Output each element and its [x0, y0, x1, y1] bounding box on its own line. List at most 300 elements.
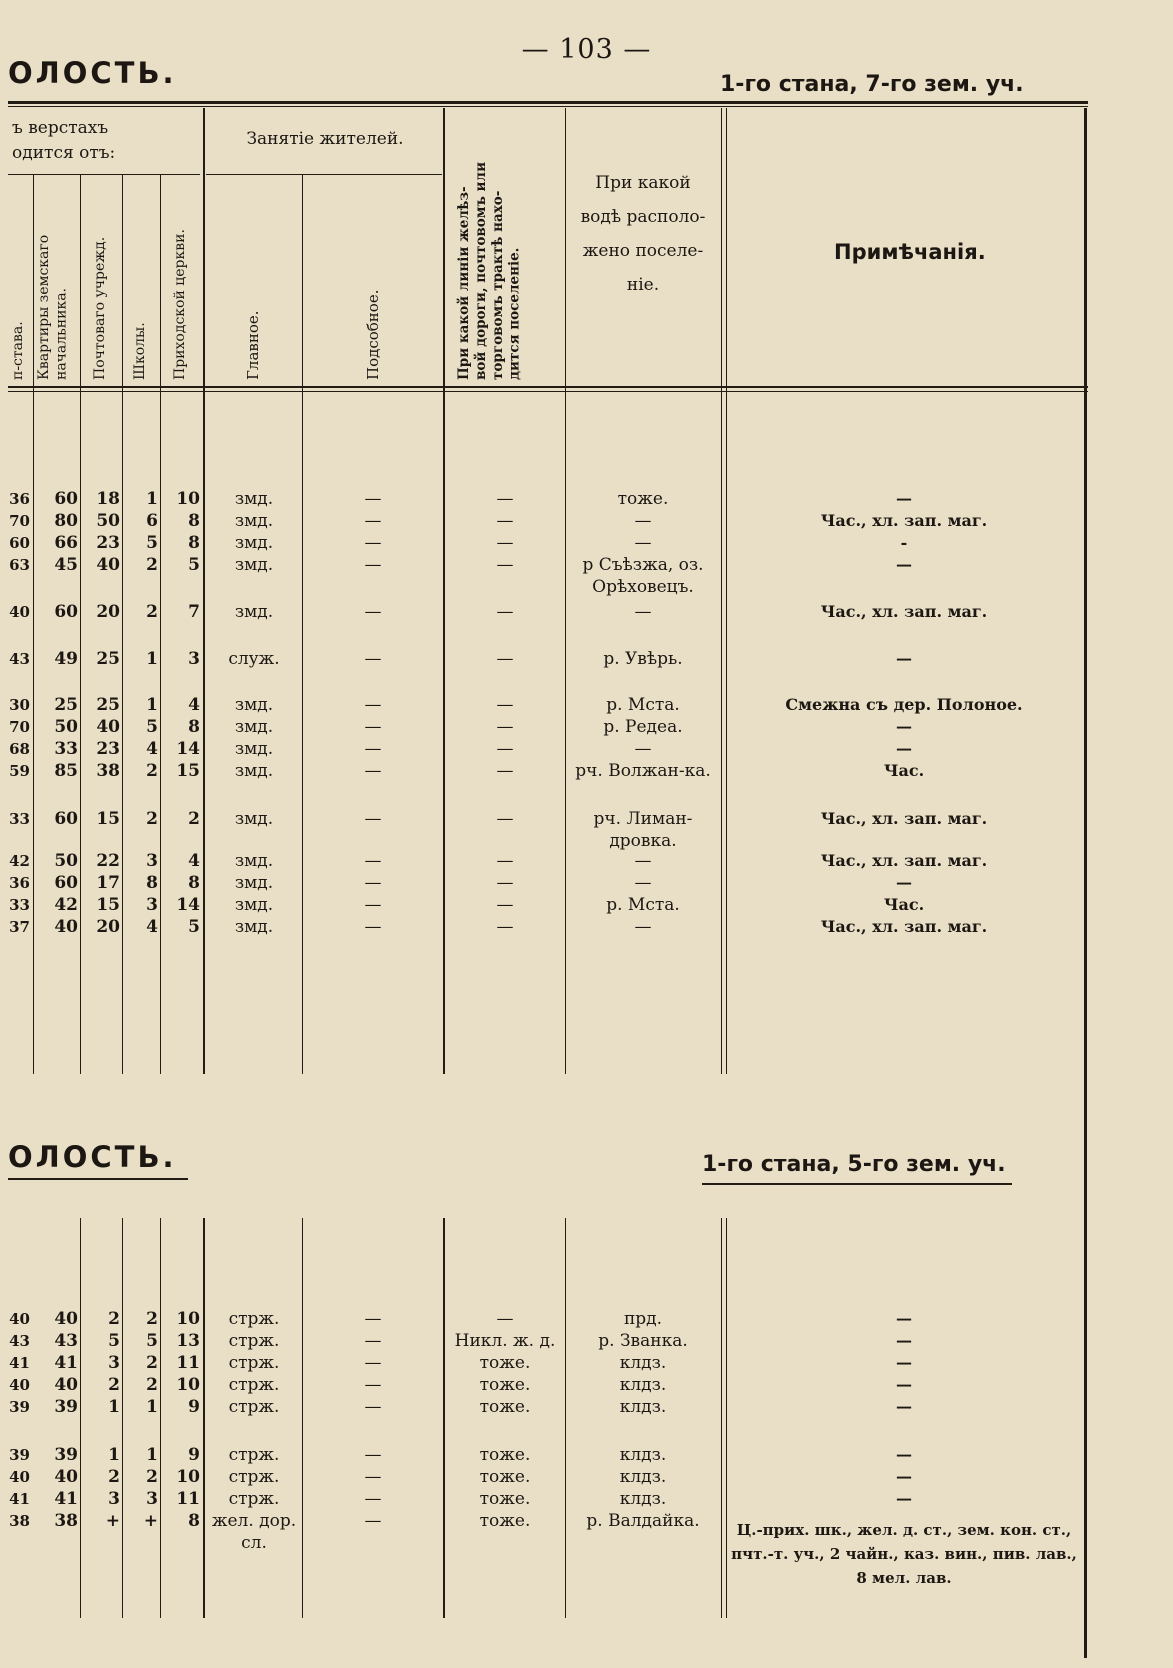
col-line — [122, 174, 123, 1074]
cell-c1: 60 — [54, 809, 78, 829]
cell-note: Час., хл. зап. маг. — [820, 851, 988, 870]
cell-note: Час. — [883, 761, 925, 780]
cell-c0: 40 — [9, 1310, 30, 1328]
cell-c2: 3 — [108, 1353, 120, 1373]
cell-note: Час., хл. зап. маг. — [820, 602, 988, 621]
cell-c4: 11 — [176, 1489, 200, 1509]
cell-main: змд. — [234, 873, 274, 893]
cell-c1: 42 — [54, 895, 78, 915]
cell-aux: — — [364, 873, 382, 893]
table-row — [0, 1374, 1173, 1396]
cell-main: змд. — [234, 717, 274, 737]
cell-water: р. Валдайка. — [586, 1511, 700, 1531]
header-aux: Подсобное. — [364, 289, 382, 380]
cell-c0: 40 — [9, 603, 30, 621]
cell-note: — — [896, 873, 912, 892]
cell-note: Час., хл. зап. маг. — [820, 511, 988, 530]
cell-c3: 1 — [146, 1397, 158, 1417]
cell-note: Час., хл. зап. маг. — [820, 809, 988, 828]
cell-c4: 7 — [188, 602, 200, 622]
cell-water: клдз. — [619, 1489, 667, 1509]
table-row — [0, 894, 1173, 916]
cell-c4: 4 — [188, 851, 200, 871]
cell-c1: 50 — [54, 717, 78, 737]
cell-c4: 10 — [176, 489, 200, 509]
cell-c4: 8 — [188, 511, 200, 531]
table-row — [0, 1488, 1173, 1510]
cell-c3: 4 — [146, 917, 158, 937]
cell-rail: — — [496, 602, 514, 622]
col-line — [721, 1218, 722, 1618]
section1-title: ОЛОСТЬ. — [8, 56, 177, 90]
cell-c0: 40 — [9, 1376, 30, 1394]
header-post: Почтоваго учрежд. — [92, 236, 108, 380]
cell-main: змд. — [234, 511, 274, 531]
cell-note: — — [896, 555, 912, 574]
cell-c3: 1 — [146, 695, 158, 715]
cell-c1: 45 — [54, 555, 78, 575]
cell-water: — — [634, 602, 652, 622]
cell-aux: — — [364, 649, 382, 669]
cell-c2: 1 — [108, 1397, 120, 1417]
cell-c1: 60 — [54, 873, 78, 893]
cell-note: — — [896, 1353, 912, 1372]
col-line — [33, 174, 34, 1074]
cell-aux: — — [364, 1331, 382, 1351]
cell-water: клдз. — [619, 1467, 667, 1487]
cell-c0: 36 — [9, 874, 30, 892]
header-notes: Примѣчанія. — [834, 240, 986, 264]
cell-c3: 8 — [146, 873, 158, 893]
cell-c4: 9 — [188, 1397, 200, 1417]
table-row — [0, 872, 1173, 894]
header-church: Приходской церкви. — [172, 229, 188, 380]
table-row — [0, 1352, 1173, 1374]
cell-note: — — [896, 1467, 912, 1486]
cell-aux: — — [364, 1353, 382, 1373]
col-line — [80, 174, 81, 1074]
cell-main: змд. — [234, 895, 274, 915]
cell-note: Час., хл. зап. маг. — [820, 917, 988, 936]
cell-c3: 1 — [146, 649, 158, 669]
cell-main: стрж. — [228, 1467, 280, 1487]
cell-water: рч. Лиман-дровка. — [593, 809, 693, 851]
table-row — [0, 1396, 1173, 1418]
header-school: Школы. — [132, 322, 148, 380]
cell-c0: 37 — [9, 918, 30, 936]
cell-c0: 59 — [9, 762, 30, 780]
cell-note: — — [896, 739, 912, 758]
cell-c1: 80 — [54, 511, 78, 531]
cell-rail: — — [496, 873, 514, 893]
cell-water: р. Мста. — [606, 895, 680, 915]
cell-c2: 2 — [108, 1309, 120, 1329]
cell-c1: 49 — [54, 649, 78, 669]
table-row — [0, 510, 1173, 532]
cell-c0: 43 — [9, 1332, 30, 1350]
cell-c2: 18 — [96, 489, 120, 509]
cell-c3: 2 — [146, 555, 158, 575]
cell-c2: 2 — [108, 1375, 120, 1395]
header-rail: При какой линіи желѣз- вой дороги, почтовомъ или торговомъ трактѣ нахо- дится поселеніе. — [456, 161, 523, 380]
table-row — [0, 760, 1173, 782]
cell-c2: 25 — [96, 649, 120, 669]
cell-main: змд. — [234, 695, 274, 715]
col-line — [443, 1218, 445, 1618]
cell-c3: 6 — [146, 511, 158, 531]
cell-rail: — — [496, 533, 514, 553]
cell-c0: 40 — [9, 1468, 30, 1486]
cell-note: — — [896, 717, 912, 736]
cell-water: — — [634, 873, 652, 893]
cell-main: служ. — [228, 649, 280, 669]
section2-title: ОЛОСТЬ. — [8, 1140, 177, 1174]
cell-aux: — — [364, 717, 382, 737]
cell-main: змд. — [234, 809, 274, 829]
cell-c3: 2 — [146, 602, 158, 622]
table-row — [0, 850, 1173, 872]
cell-c1: 66 — [54, 533, 78, 553]
cell-aux: — — [364, 1309, 382, 1329]
cell-c3: 2 — [146, 761, 158, 781]
cell-c2: 20 — [96, 917, 120, 937]
col-line — [203, 1218, 205, 1618]
cell-c3: 5 — [146, 717, 158, 737]
cell-c0: 63 — [9, 556, 30, 574]
cell-aux: — — [364, 511, 382, 531]
cell-c0: 39 — [9, 1446, 30, 1464]
cell-c2: 40 — [96, 555, 120, 575]
header-main: Главное. — [244, 310, 262, 380]
cell-c3: 5 — [146, 1331, 158, 1351]
section1-stan: 1-го стана, 7-го зем. уч. — [720, 72, 1024, 97]
cell-aux: — — [364, 555, 382, 575]
final-note: Ц.-прих. шк., жел. д. ст., зем. кон. ст., пчт.-т. уч., 2 чайн., каз. вин., пив. лав., 8 мел. лав. — [731, 1521, 1077, 1587]
col-line — [122, 1218, 123, 1618]
cell-note: - — [900, 533, 908, 552]
cell-c4: 13 — [176, 1331, 200, 1351]
cell-c1: 40 — [54, 1467, 78, 1487]
cell-rail: — — [496, 851, 514, 871]
cell-water: р. Редеа. — [603, 717, 683, 737]
page-number: — 103 — — [521, 34, 652, 65]
cell-main: змд. — [234, 533, 274, 553]
cell-c1: 85 — [54, 761, 78, 781]
cell-c2: 20 — [96, 602, 120, 622]
cell-c3: 2 — [146, 1375, 158, 1395]
cell-c1: 39 — [54, 1445, 78, 1465]
cell-c4: 2 — [188, 809, 200, 829]
cell-c3: 1 — [146, 1445, 158, 1465]
table-row — [0, 532, 1173, 554]
cell-c0: 33 — [9, 810, 30, 828]
cell-main: стрж. — [228, 1445, 280, 1465]
table-row — [0, 554, 1173, 597]
cell-c4: 3 — [188, 649, 200, 669]
cell-c4: 10 — [176, 1467, 200, 1487]
cell-c2: 38 — [96, 761, 120, 781]
table-row — [0, 808, 1173, 851]
cell-aux: — — [364, 1511, 382, 1531]
cell-rail: тоже. — [479, 1489, 531, 1509]
cell-rail: Никл. ж. д. — [454, 1331, 556, 1351]
cell-water: клдз. — [619, 1375, 667, 1395]
cell-main: стрж. — [228, 1331, 280, 1351]
cell-c4: 11 — [176, 1353, 200, 1373]
cell-c3: 3 — [146, 851, 158, 871]
cell-c4: 4 — [188, 695, 200, 715]
cell-aux: — — [364, 602, 382, 622]
header-distance-group: ъ верстахъ одится отъ: — [12, 118, 116, 163]
cell-c0: 30 — [9, 696, 30, 714]
cell-c1: 40 — [54, 1375, 78, 1395]
cell-note: — — [896, 1375, 912, 1394]
cell-c2: + — [105, 1511, 120, 1531]
col-line — [302, 1218, 303, 1618]
cell-rail: тоже. — [479, 1511, 531, 1531]
rule-distance-group — [8, 174, 200, 175]
cell-rail: — — [496, 511, 514, 531]
rule-header-bottom-thin — [8, 391, 1088, 392]
cell-rail: тоже. — [479, 1467, 531, 1487]
cell-aux: — — [364, 739, 382, 759]
table-row — [0, 1308, 1173, 1330]
cell-rail: — — [496, 917, 514, 937]
cell-c0: 70 — [9, 718, 30, 736]
cell-c3: 3 — [146, 1489, 158, 1509]
col-line — [302, 174, 303, 1074]
cell-water: рч. Волжан-ка. — [575, 761, 711, 781]
cell-note: — — [896, 1397, 912, 1416]
table-row — [0, 916, 1173, 938]
cell-c0: 36 — [9, 490, 30, 508]
col-line — [726, 1218, 727, 1618]
rule-top-thin — [8, 106, 1088, 107]
cell-rail: — — [496, 739, 514, 759]
cell-c3: 2 — [146, 1353, 158, 1373]
cell-c4: 8 — [188, 717, 200, 737]
cell-rail: тоже. — [479, 1445, 531, 1465]
cell-c1: 60 — [54, 489, 78, 509]
rule-top — [8, 101, 1088, 104]
cell-water: — — [634, 739, 652, 759]
cell-note: — — [896, 649, 912, 668]
cell-c4: 14 — [176, 895, 200, 915]
cell-note: — — [896, 1331, 912, 1350]
cell-c1: 33 — [54, 739, 78, 759]
cell-rail: тоже. — [479, 1397, 531, 1417]
table-row — [0, 716, 1173, 738]
cell-c4: 8 — [188, 873, 200, 893]
cell-aux: — — [364, 1397, 382, 1417]
table-row — [0, 1466, 1173, 1488]
cell-aux: — — [364, 761, 382, 781]
cell-c2: 3 — [108, 1489, 120, 1509]
cell-c0: 38 — [9, 1512, 30, 1530]
cell-c2: 25 — [96, 695, 120, 715]
header-zemsky: Квартиры земскаго начальника. — [36, 234, 70, 380]
cell-c0: 41 — [9, 1490, 30, 1508]
cell-c1: 25 — [54, 695, 78, 715]
cell-c4: 10 — [176, 1375, 200, 1395]
cell-c0: 70 — [9, 512, 30, 530]
cell-water: — — [634, 533, 652, 553]
cell-rail: — — [496, 555, 514, 575]
rule-header-bottom — [8, 386, 1088, 388]
cell-water: тоже. — [617, 489, 669, 509]
cell-c0: 42 — [9, 852, 30, 870]
cell-main: стрж. — [228, 1353, 280, 1373]
header-water: При какой водѣ располо- жено поселе- ніе. — [580, 173, 706, 295]
cell-c2: 50 — [96, 511, 120, 531]
cell-note: — — [896, 1309, 912, 1328]
cell-c4: 9 — [188, 1445, 200, 1465]
cell-main: змд. — [234, 602, 274, 622]
cell-c3: 2 — [146, 809, 158, 829]
cell-rail: — — [496, 649, 514, 669]
cell-main: змд. — [234, 739, 274, 759]
cell-c2: 23 — [96, 739, 120, 759]
cell-c3: 3 — [146, 895, 158, 915]
cell-water: прд. — [623, 1309, 663, 1329]
cell-c2: 1 — [108, 1445, 120, 1465]
cell-c4: 10 — [176, 1309, 200, 1329]
rule-section2-title — [8, 1178, 188, 1180]
cell-c0: 41 — [9, 1354, 30, 1372]
cell-main: стрж. — [228, 1489, 280, 1509]
table-row — [0, 648, 1173, 670]
cell-c4: 15 — [176, 761, 200, 781]
cell-water: клдз. — [619, 1445, 667, 1465]
cell-c2: 15 — [96, 895, 120, 915]
col-line — [80, 1218, 81, 1618]
cell-rail: — — [496, 695, 514, 715]
table-row — [0, 488, 1173, 510]
cell-water: клдз. — [619, 1397, 667, 1417]
cell-aux: — — [364, 533, 382, 553]
cell-c3: 4 — [146, 739, 158, 759]
cell-c1: 39 — [54, 1397, 78, 1417]
cell-c4: 14 — [176, 739, 200, 759]
cell-c4: 5 — [188, 917, 200, 937]
cell-rail: — — [496, 761, 514, 781]
table-row — [0, 694, 1173, 716]
rule-section2-stan — [702, 1183, 1012, 1185]
cell-c2: 17 — [96, 873, 120, 893]
cell-aux: — — [364, 917, 382, 937]
cell-water: — — [634, 511, 652, 531]
cell-main: змд. — [234, 761, 274, 781]
cell-note: Смежна съ дер. Полоное. — [785, 695, 1023, 714]
cell-rail: — — [496, 1309, 514, 1329]
cell-c4: 8 — [188, 533, 200, 553]
cell-note: Час. — [883, 895, 925, 914]
cell-water: р. Мста. — [606, 695, 680, 715]
col-line — [565, 1218, 566, 1618]
col-line — [160, 174, 161, 1074]
cell-main: стрж. — [228, 1309, 280, 1329]
cell-water: р Съѣзжа, оз. Орѣховецъ. — [582, 555, 704, 597]
cell-c1: 38 — [54, 1511, 78, 1531]
cell-main: змд. — [234, 555, 274, 575]
cell-aux: — — [364, 1489, 382, 1509]
cell-rail: — — [496, 489, 514, 509]
table-row — [0, 601, 1173, 623]
table-row — [0, 738, 1173, 760]
cell-c2: 5 — [108, 1331, 120, 1351]
cell-c1: 41 — [54, 1489, 78, 1509]
cell-aux: — — [364, 1445, 382, 1465]
table-row — [0, 1330, 1173, 1352]
cell-aux: — — [364, 851, 382, 871]
cell-c1: 43 — [54, 1331, 78, 1351]
cell-c4: 8 — [188, 1511, 200, 1531]
header-occupation-group: Занятіе жителей. — [246, 129, 404, 149]
header-stanovoy: п-става. — [10, 321, 26, 380]
cell-aux: — — [364, 895, 382, 915]
cell-water: — — [634, 917, 652, 937]
cell-rail: — — [496, 809, 514, 829]
cell-aux: — — [364, 1375, 382, 1395]
section2-stan: 1-го стана, 5-го зем. уч. — [702, 1152, 1006, 1177]
cell-rail: тоже. — [479, 1375, 531, 1395]
cell-aux: — — [364, 489, 382, 509]
cell-c1: 50 — [54, 851, 78, 871]
cell-c2: 23 — [96, 533, 120, 553]
cell-c2: 15 — [96, 809, 120, 829]
cell-aux: — — [364, 809, 382, 829]
cell-aux: — — [364, 1467, 382, 1487]
cell-water: — — [634, 851, 652, 871]
cell-c0: 43 — [9, 650, 30, 668]
cell-c0: 39 — [9, 1398, 30, 1416]
cell-c1: 40 — [54, 917, 78, 937]
cell-c1: 60 — [54, 602, 78, 622]
cell-c4: 5 — [188, 555, 200, 575]
cell-c1: 40 — [54, 1309, 78, 1329]
cell-c3: 5 — [146, 533, 158, 553]
cell-main: стрж. — [228, 1375, 280, 1395]
cell-water: клдз. — [619, 1353, 667, 1373]
cell-main: жел. дор. сл. — [211, 1511, 297, 1553]
cell-c2: 2 — [108, 1467, 120, 1487]
cell-water: р. Званка. — [598, 1331, 688, 1351]
cell-c0: 68 — [9, 740, 30, 758]
cell-main: змд. — [234, 489, 274, 509]
cell-main: стрж. — [228, 1397, 280, 1417]
cell-main: змд. — [234, 851, 274, 871]
cell-c0: 60 — [9, 534, 30, 552]
cell-c3: 2 — [146, 1467, 158, 1487]
cell-rail: — — [496, 895, 514, 915]
cell-c0: 33 — [9, 896, 30, 914]
cell-rail: — — [496, 717, 514, 737]
cell-c3: 2 — [146, 1309, 158, 1329]
cell-c1: 41 — [54, 1353, 78, 1373]
cell-water: р. Увѣрь. — [603, 649, 683, 669]
rule-occupation-group — [206, 174, 442, 175]
cell-c2: 40 — [96, 717, 120, 737]
cell-c2: 22 — [96, 851, 120, 871]
cell-c3: 1 — [146, 489, 158, 509]
cell-aux: — — [364, 695, 382, 715]
cell-note: — — [896, 489, 912, 508]
cell-note: — — [896, 1489, 912, 1508]
cell-main: змд. — [234, 917, 274, 937]
cell-note: — — [896, 1445, 912, 1464]
table-row — [0, 1444, 1173, 1466]
cell-rail: тоже. — [479, 1353, 531, 1373]
